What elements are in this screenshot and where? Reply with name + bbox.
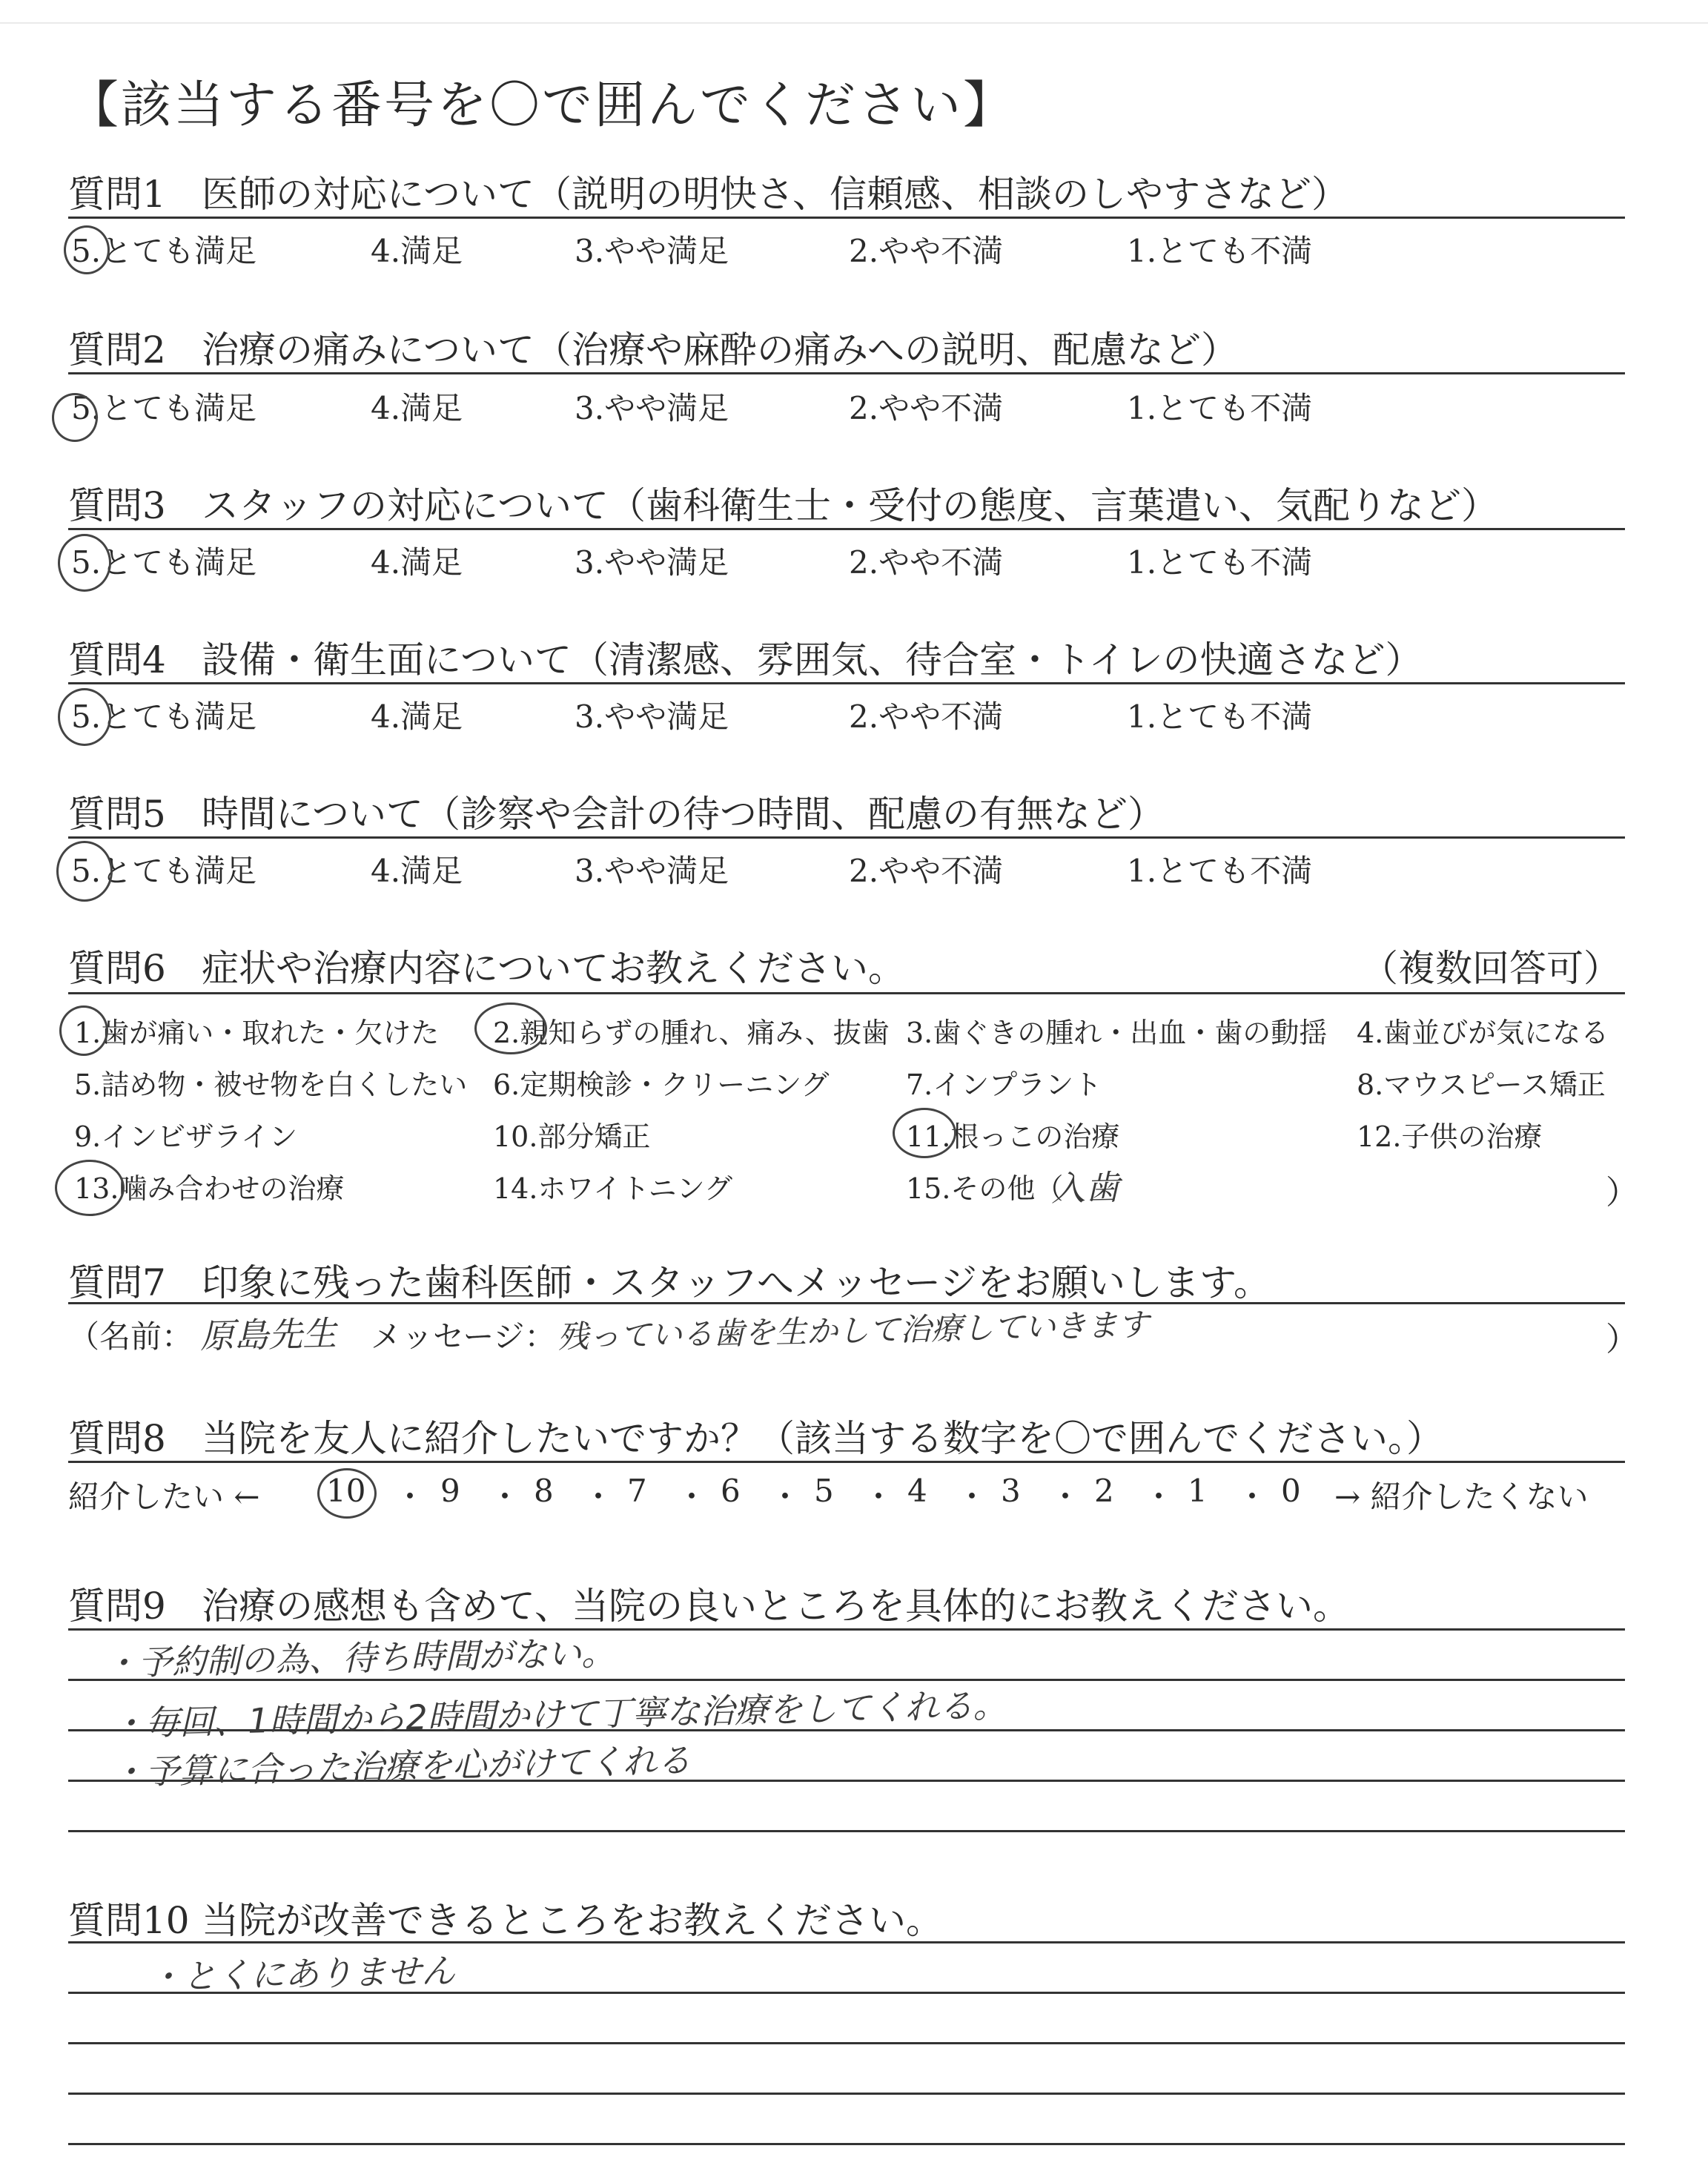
q5-selection-circle bbox=[56, 841, 113, 902]
question-2-text: 治療の痛みについて（治療や麻酔の痛みへの説明、配慮など） bbox=[202, 328, 1238, 371]
page-top-edge bbox=[0, 0, 1708, 24]
q10-answer-1: ・とくにありません bbox=[148, 1950, 456, 1998]
q3-option-3[interactable]: 3.やや満足 bbox=[575, 544, 729, 581]
question-6-rule bbox=[68, 992, 1625, 994]
q3-option-2[interactable]: 2.やや不満 bbox=[849, 544, 1004, 581]
question-8-rule bbox=[68, 1461, 1625, 1463]
q8-score-0[interactable]: 0 bbox=[1281, 1473, 1301, 1509]
q8-score-4[interactable]: 4 bbox=[907, 1473, 927, 1509]
q1-option-5[interactable]: 5.とても満足 bbox=[71, 233, 257, 269]
q8-score-3[interactable]: 3 bbox=[1001, 1473, 1021, 1509]
q2-selection-circle bbox=[52, 393, 98, 442]
q8-right-label: → 紹介したくない bbox=[1334, 1479, 1589, 1515]
q8-score-9[interactable]: 9 bbox=[440, 1473, 460, 1509]
q8-dot: ・ bbox=[1143, 1479, 1175, 1515]
question-5 bbox=[68, 785, 1165, 838]
q5-option-5[interactable]: 5.とても満足 bbox=[71, 853, 257, 889]
q1-selection-circle bbox=[64, 225, 110, 274]
question-2 bbox=[68, 320, 1238, 374]
question-9 bbox=[68, 1576, 1350, 1630]
answer-line bbox=[68, 2042, 1625, 2044]
q6-option-6[interactable]: 6.定期検診・クリーニング bbox=[493, 1069, 830, 1101]
q6-option-10[interactable]: 10.部分矯正 bbox=[493, 1120, 651, 1153]
q6-option-11[interactable]: 11.根っこの治療 bbox=[906, 1120, 1120, 1153]
question-7 bbox=[68, 1253, 1271, 1307]
q5-option-1[interactable]: 1.とても不満 bbox=[1127, 853, 1313, 889]
question-2-number: 質問2 bbox=[68, 328, 166, 371]
question-10-number: 質問10 bbox=[68, 1899, 190, 1942]
question-5-number: 質問5 bbox=[68, 793, 166, 836]
q8-dot: ・ bbox=[1237, 1479, 1268, 1515]
q6-option-2[interactable]: 2.親知らずの腫れ、痛み、抜歯 bbox=[493, 1017, 890, 1049]
q6-option-13[interactable]: 13.噛み合わせの治療 bbox=[74, 1172, 345, 1205]
q4-option-5[interactable]: 5.とても満足 bbox=[71, 698, 257, 735]
q2-option-5[interactable]: 5.とても満足 bbox=[71, 390, 257, 426]
q6-selection-circle-11 bbox=[893, 1108, 956, 1158]
q6-option-12[interactable]: 12.子供の治療 bbox=[1357, 1120, 1543, 1153]
q8-score-8[interactable]: 8 bbox=[534, 1473, 554, 1509]
question-5-rule bbox=[68, 836, 1625, 839]
q1-option-1[interactable]: 1.とても不満 bbox=[1127, 233, 1313, 269]
q2-option-4[interactable]: 4.満足 bbox=[371, 390, 463, 426]
q1-option-3[interactable]: 3.やや満足 bbox=[575, 233, 729, 269]
q6-other-handwritten: 入歯 bbox=[1050, 1167, 1120, 1209]
q8-dot: ・ bbox=[956, 1479, 988, 1515]
q6-other-close-paren: ） bbox=[1606, 1174, 1638, 1212]
q2-option-3[interactable]: 3.やや満足 bbox=[575, 390, 729, 426]
page-title: 【該当する番号を〇で囲んでください】 bbox=[68, 76, 1016, 135]
q3-option-5[interactable]: 5.とても満足 bbox=[71, 544, 257, 581]
q7-name-label: （名前： bbox=[68, 1318, 193, 1355]
answer-line bbox=[68, 1941, 1625, 1943]
question-4-rule bbox=[68, 682, 1625, 684]
q8-score-7[interactable]: 7 bbox=[627, 1473, 647, 1509]
q4-option-3[interactable]: 3.やや満足 bbox=[575, 698, 729, 735]
q9-answer-1: ・予約制の為、待ち時間がない。 bbox=[103, 1632, 616, 1684]
q4-option-2[interactable]: 2.やや不満 bbox=[849, 698, 1004, 735]
question-2-rule bbox=[68, 372, 1625, 374]
q6-option-7[interactable]: 7.インプラント bbox=[906, 1069, 1102, 1101]
question-1-rule bbox=[68, 217, 1625, 219]
q6-selection-circle-1 bbox=[59, 1005, 108, 1056]
q6-option-15[interactable]: 15.その他（ bbox=[906, 1172, 1064, 1205]
q9-answer-3: ・予算に合った治療を心がけてくれる bbox=[110, 1740, 692, 1793]
q8-dot: ・ bbox=[1050, 1479, 1082, 1515]
question-10 bbox=[68, 1891, 943, 1944]
q6-option-14[interactable]: 14.ホワイトニング bbox=[493, 1172, 733, 1205]
q8-dot: ・ bbox=[489, 1479, 521, 1515]
q6-option-4[interactable]: 4.歯並びが気になる bbox=[1357, 1017, 1609, 1049]
question-1 bbox=[68, 165, 1348, 218]
q6-option-3[interactable]: 3.歯ぐきの腫れ・出血・歯の動揺 bbox=[906, 1017, 1328, 1049]
q6-selection-circle-2 bbox=[474, 1003, 547, 1054]
question-3-number: 質問3 bbox=[68, 484, 166, 527]
question-8-text: 当院を友人に紹介したいですか？（該当する数字を〇で囲んでください。） bbox=[202, 1417, 1443, 1460]
question-8 bbox=[68, 1409, 1443, 1462]
q8-dot: ・ bbox=[769, 1479, 801, 1515]
question-1-number: 質問1 bbox=[68, 173, 166, 216]
answer-line bbox=[68, 1830, 1625, 1832]
question-6 bbox=[68, 939, 905, 992]
answer-line bbox=[68, 2143, 1625, 2145]
question-10-text: 当院が改善できるところをお教えください。 bbox=[202, 1899, 943, 1942]
q8-score-2[interactable]: 2 bbox=[1094, 1473, 1114, 1509]
q3-option-4[interactable]: 4.満足 bbox=[371, 544, 463, 581]
q8-dot: ・ bbox=[394, 1479, 426, 1515]
question-7-text: 印象に残った歯科医師・スタッフへメッセージをお願いします。 bbox=[202, 1261, 1271, 1304]
question-4-text: 設備・衛生面について（清潔感、雰囲気、待合室・トイレの快適さなど） bbox=[202, 638, 1423, 681]
question-1-text: 医師の対応について（説明の明快さ、信頼感、相談のしやすさなど） bbox=[202, 173, 1348, 216]
question-6-multi-note: （複数回答可） bbox=[1361, 947, 1621, 990]
q6-option-9[interactable]: 9.インビザライン bbox=[74, 1120, 298, 1153]
q1-option-4[interactable]: 4.満足 bbox=[371, 233, 463, 269]
q8-dot: ・ bbox=[583, 1479, 615, 1515]
q1-option-2[interactable]: 2.やや不満 bbox=[849, 233, 1004, 269]
q8-dot: ・ bbox=[863, 1479, 895, 1515]
question-5-text: 時間について（診察や会計の待つ時間、配慮の有無など） bbox=[202, 793, 1165, 836]
q7-message-handwritten: 残っている歯を生かして治療していきます bbox=[557, 1306, 1150, 1355]
q2-option-2[interactable]: 2.やや不満 bbox=[849, 390, 1004, 426]
question-4 bbox=[68, 630, 1423, 684]
q5-option-3[interactable]: 3.やや満足 bbox=[575, 853, 729, 889]
q6-option-1[interactable]: 1.歯が痛い・取れた・欠けた bbox=[74, 1017, 440, 1049]
q7-name-handwritten: 原島先生 bbox=[199, 1313, 337, 1356]
q3-option-1[interactable]: 1.とても不満 bbox=[1127, 544, 1313, 581]
q3-selection-circle bbox=[58, 534, 111, 592]
q9-answer-2: ・毎回、1時間から2時間かけて丁寧な治療をしてくれる。 bbox=[110, 1685, 1008, 1744]
answer-line bbox=[68, 1628, 1625, 1631]
question-8-number: 質問8 bbox=[68, 1417, 166, 1460]
question-6-number: 質問6 bbox=[68, 947, 166, 990]
question-3-text: スタッフの対応について（歯科衛生士・受付の態度、言葉遣い、気配りなど） bbox=[202, 484, 1498, 527]
answer-line bbox=[68, 2093, 1625, 2095]
question-7-number: 質問7 bbox=[68, 1261, 166, 1304]
q8-left-label: 紹介したい ← bbox=[68, 1479, 260, 1515]
q4-option-4[interactable]: 4.満足 bbox=[371, 698, 463, 735]
question-7-rule bbox=[68, 1302, 1625, 1304]
q8-score-6[interactable]: 6 bbox=[721, 1473, 741, 1509]
q8-score-5[interactable]: 5 bbox=[814, 1473, 834, 1509]
question-9-number: 質問9 bbox=[68, 1585, 166, 1628]
q6-selection-circle-13 bbox=[55, 1160, 125, 1216]
q8-score-10[interactable]: 10 bbox=[326, 1473, 366, 1509]
q4-selection-circle bbox=[58, 688, 111, 746]
question-6-text: 症状や治療内容についてお教えください。 bbox=[202, 947, 905, 990]
question-4-number: 質問4 bbox=[68, 638, 166, 681]
question-3 bbox=[68, 476, 1498, 529]
q6-option-5[interactable]: 5.詰め物・被せ物を白くしたい bbox=[74, 1069, 468, 1101]
q8-selection-circle bbox=[317, 1468, 377, 1519]
q6-option-8[interactable]: 8.マウスピース矯正 bbox=[1357, 1069, 1606, 1101]
question-9-text: 治療の感想も含めて、当院の良いところを具体的にお教えください。 bbox=[202, 1585, 1350, 1628]
q8-dot: ・ bbox=[676, 1479, 708, 1515]
question-3-rule bbox=[68, 528, 1625, 530]
q7-close-paren: ） bbox=[1606, 1321, 1638, 1358]
q5-option-2[interactable]: 2.やや不満 bbox=[849, 853, 1004, 889]
q4-option-1[interactable]: 1.とても不満 bbox=[1127, 698, 1313, 735]
q8-score-1[interactable]: 1 bbox=[1188, 1473, 1208, 1509]
q7-message-label: メッセージ： bbox=[371, 1318, 556, 1355]
q5-option-4[interactable]: 4.満足 bbox=[371, 853, 463, 889]
q2-option-1[interactable]: 1.とても不満 bbox=[1127, 390, 1313, 426]
